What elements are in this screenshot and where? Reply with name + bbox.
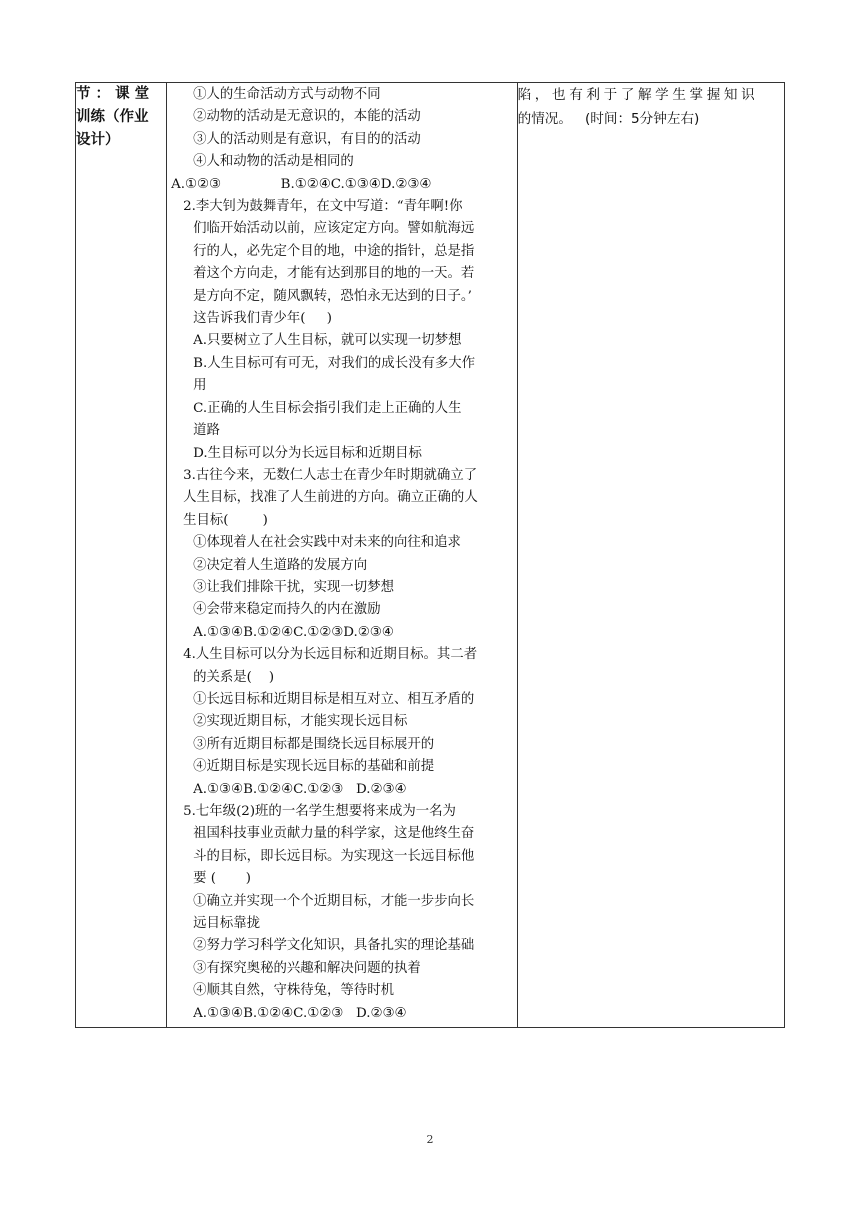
section-label-line: 节 ： 课 堂 <box>76 86 150 102</box>
question2-stem: 是方向不定，随风飘转，恐怕永无达到的日子。’ <box>193 288 472 304</box>
question1-option: ①人的生命活动方式与动物不同 <box>193 87 381 102</box>
question4-stem: 的关系是( ) <box>193 669 275 685</box>
question5-stem: 祖国科技事业贡献力量的科学家，这是他终生奋 <box>193 826 475 842</box>
section-label-cell <box>76 83 167 1028</box>
question3-option: ②决定着人生道路的发展方向 <box>193 557 368 573</box>
question4-stem: 4.人生目标可以分为长远目标和近期目标。其二者 <box>183 647 478 663</box>
page-number: 2 <box>426 1133 434 1146</box>
question5-option: ②努力学习科学文化知识，具备扎实的理论基础 <box>193 938 475 954</box>
question2-choice: B.人生目标可有可无，对我们的成长没有多大作 <box>193 355 476 371</box>
question1-option: ②动物的活动是无意识的，本能的活动 <box>193 109 421 125</box>
question3-option: ①体现着人在社会实践中对未来的向往和追求 <box>193 535 461 551</box>
question5-stem: 5.七年级(2)班的一名学生想要将来成为一名为 <box>183 804 456 819</box>
question3-stem: 生目标( ) <box>183 512 268 528</box>
question5-option: ③有探究奥秘的兴趣和解决问题的执着 <box>193 960 421 976</box>
question1-answer-choices: A.①②③ B.①②④C.①③④D.②③④ <box>171 176 432 192</box>
question3-stem: 人生目标，找准了人生前进的方向。确立正确的人 <box>183 490 478 506</box>
question2-choice: 道路 <box>193 423 220 439</box>
question4-option: ①长远目标和近期目标是相互对立、相互矛盾的 <box>193 691 475 707</box>
question5-stem: 要 ( ) <box>193 871 252 887</box>
question2-stem: 着这个方向走，才能有达到那目的地的一天。若 <box>193 266 475 282</box>
question5-option: ④顺其自然，守株待兔，等待时机 <box>193 983 394 999</box>
question4-option: ④近期目标是实现长远目标的基础和前提 <box>193 759 435 775</box>
question4-option: ③所有近期目标都是围绕长远目标展开的 <box>193 736 435 752</box>
question1-option: ③人的活动则是有意识，有目的的活动 <box>193 131 421 147</box>
question3-option: ③让我们排除干扰，实现一切梦想 <box>193 579 394 595</box>
question5-answer-choices: A.①③④B.①②④C.①②③ D.②③④ <box>193 1005 407 1021</box>
question3-option: ④会带来稳定而持久的内在激励 <box>193 602 381 618</box>
question2-stem: 2.李大钊为鼓舞青年，在文中写道：“青年啊!你 <box>183 199 463 215</box>
question2-stem: 行的人，必先定个目的地，中途的指针，总是指 <box>193 243 475 259</box>
question2-choice: 用 <box>193 378 207 394</box>
design-note-line: 的情况。 (时间：5分钟左右) <box>517 111 700 127</box>
question1-option: ④人和动物的活动是相同的 <box>193 154 354 170</box>
design-note-cell <box>517 83 784 1028</box>
question2-choice: C.正确的人生目标会指引我们走上正确的人生 <box>193 400 462 416</box>
table-row <box>76 83 785 1028</box>
exercise-content-cell <box>167 83 517 1028</box>
question2-choice: D.生目标可以分为长远目标和近期目标 <box>193 445 422 461</box>
section-label-line: 设计） <box>76 132 120 148</box>
question5-option: 远目标靠拢 <box>193 916 261 932</box>
question4-answer-choices: A.①③④B.①②④C.①②③ D.②③④ <box>193 781 407 797</box>
section-label-line: 训练（作业 <box>76 109 149 125</box>
question2-stem: 们临开始活动以前，应该定定方向。譬如航海远 <box>193 221 475 237</box>
question4-option: ②实现近期目标，才能实现长远目标 <box>193 714 408 730</box>
design-note-line: 陷，也有利于了解学生掌握知识 <box>517 87 759 103</box>
question5-stem: 斗的目标，即长远目标。为实现这一长远目标他 <box>193 848 475 864</box>
question3-answer-choices: A.①③④B.①②④C.①②③D.②③④ <box>193 624 394 640</box>
question5-option: ①确立并实现一个个近期目标，才能一步步向长 <box>193 893 475 909</box>
question3-stem: 3.古往今来，无数仁人志士在青少年时期就确立了 <box>183 467 478 483</box>
question2-choice: A.只要树立了人生目标，就可以实现一切梦想 <box>193 333 462 349</box>
lesson-table <box>75 82 785 1028</box>
question2-stem: 这告诉我们青少年( ) <box>193 311 332 327</box>
